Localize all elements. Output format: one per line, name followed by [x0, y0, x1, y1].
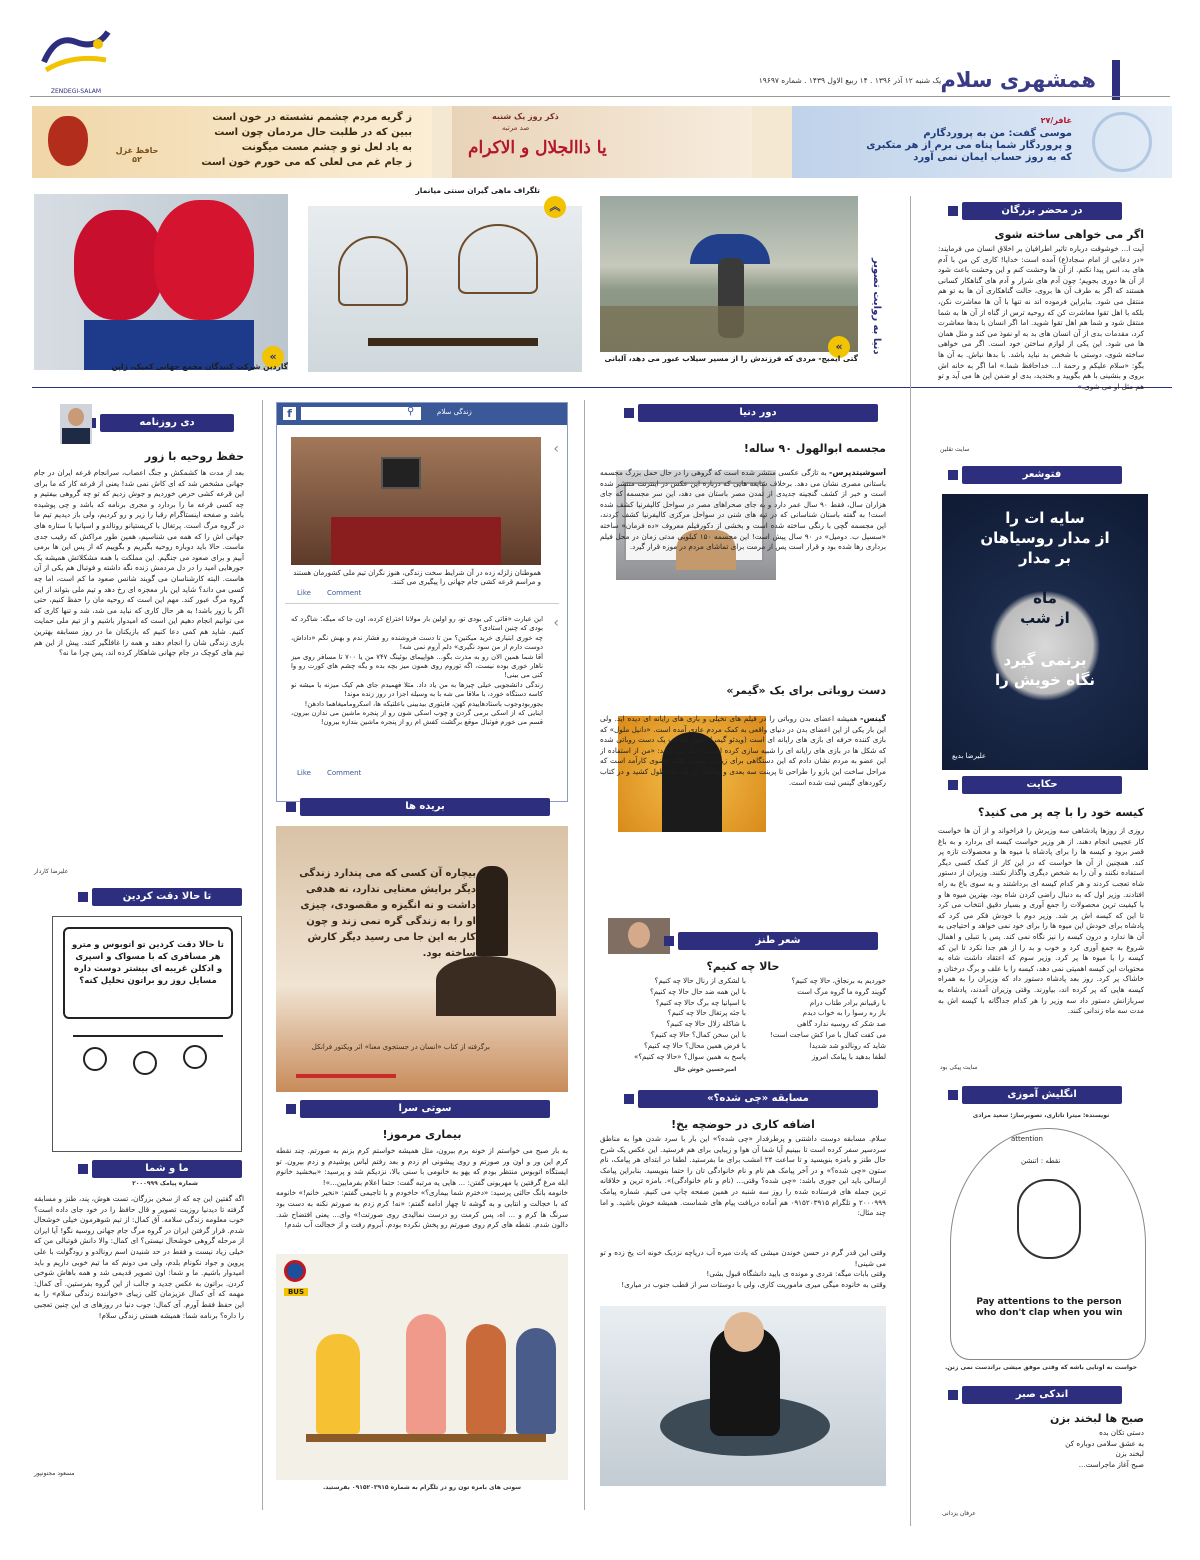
english-credit: نویسنده: میترا تاتاری، تصویرساز: سعید مرادی [972, 1112, 1110, 1119]
masthead [0, 0, 1200, 105]
donya-article1-body [600, 468, 886, 674]
header-border [30, 96, 1170, 97]
fotoshe-line-7: نگاه خویش را [994, 671, 1096, 689]
donya-article2-text: همیشه اعضای بدن روباتی را در فیلم های تخیلی و بازی های رایانه ای دیده اید. ولی این بار یکی از این اعضای بدن در دنیای واقعی به کمک مردم عادی آمده است. «دانیل ملول» که بازی کننده حرفه ای بازی های رایانه ای است (ویدئو گیمر) اکنون صاحب یک دست روباتی شده که شکل ها در بازی های رایانه ای را شبیه سازی کرده است. دانیل می گوید: «من از استفاده از این عضو به مردم نشان دادم که این دستگاهی برای زیبایی نیست، بلکه عضوی کارآمد است که مراحل ساخت این بازو را طراحی تا پرینت سه بعدی و ساخت آن یک ماه طول کشید و در کتاب رکوردهای گینس ثبت شده است. [600, 714, 886, 787]
fb-search-input[interactable] [301, 407, 421, 420]
english-translation: حواست به اونایی باشه که وقتی موفق میشی براتدست نمی زنن. [944, 1364, 1138, 1371]
section-header-mashoma: ما و شما [92, 1160, 242, 1178]
tanz-poet: امیرحسین خوش حال [673, 1066, 737, 1073]
tanz-r-7: شاید که رونالدو شد شدیدا [809, 1041, 886, 1050]
section-header-hekayat: حکایت [962, 776, 1122, 794]
hafez-poem [172, 110, 412, 170]
tanz-l-5: با شاکله زلال حالا چه کنیم؟ [666, 1020, 746, 1029]
silhouette-figure [476, 866, 508, 956]
bus-passengers-sketch [73, 1035, 223, 1135]
donya-article1-lead: آسوشیتدپرس- [829, 468, 886, 477]
sootesara-footer: سوتی های بامزه تون رو در تلگرام به شماره ۰۹۱۵۲۰۳۹۱۵ بفرستید. [322, 1484, 522, 1491]
tanz-r-8: لطفا بدهید با پیامک امروز [811, 1052, 886, 1061]
rock-shape [436, 956, 556, 1016]
clap-figure [1017, 1179, 1081, 1259]
fotoshe-poem [942, 508, 1148, 690]
page-title: همشهری سلام [940, 68, 1096, 92]
sabr-poet: عرفان یزدانی [942, 1510, 976, 1517]
logo-mark-icon [36, 24, 116, 84]
photo-flood [600, 196, 858, 352]
tanz-l-3: با اسپانیا چه برگ حالا چه کنیم؟ [655, 998, 746, 1007]
author-photo [60, 404, 92, 444]
photo-spiderman-caption: گاردین شرکت کنندگان مجمع جهانی کمیک، ژاپن [111, 362, 288, 371]
banner-hafez [32, 106, 432, 178]
tanz-poem-right [752, 976, 886, 1062]
zikr-count: صد مرتبه [502, 124, 530, 132]
fotoshe-line-3: بر مدار [1019, 549, 1071, 567]
fb-like-1[interactable]: Like [297, 589, 311, 597]
photo-section-label: دنیا به روایت تصویر [871, 258, 882, 355]
tanz-l-7: با فرض همین محال؟ حالا چه کنیم؟ [644, 1041, 746, 1050]
man-cartoon [316, 1334, 360, 1434]
mosabeghe-example-3: وقتی به خانوده میگی میری ماموریت کاری، ولی با دوستات سر از قطب جنوب در میاری! [621, 1279, 886, 1289]
logo [36, 24, 116, 100]
bus-label: BUS [284, 1288, 308, 1296]
section-header-tanz: شعر طنز [678, 932, 878, 950]
fb-search-icon[interactable]: ⚲ [407, 406, 415, 417]
passenger-head-3 [183, 1045, 207, 1069]
tanz-r-5: صد شکر که روسیه ندارد گاهی [797, 1020, 886, 1029]
mosabeghe-example-2: وقتی بابات میگه: مَردی و مونده ی بایید دانشگاه قبول بشی! [706, 1269, 886, 1279]
expand-icon[interactable]: » [828, 336, 850, 358]
hafez-line-1: ز گریه مردم چشمم نشسته در خون است [212, 112, 412, 123]
hafez-line-3: به یاد لعل تو و چشم مست میگونت [241, 142, 412, 153]
tanz-queiroz-photo [608, 918, 670, 954]
donya-left-divider [584, 400, 585, 1510]
fotoshe-line-1: سایه ات را [1005, 509, 1085, 527]
woman3-cartoon [516, 1328, 556, 1434]
fotoshe-line-4: ماه [1033, 589, 1057, 607]
fb-post1-chevron-icon[interactable]: › [553, 441, 559, 457]
section-header-fotoshe: فتوشعر [962, 466, 1122, 484]
tanz-l-8: پاسخ به همین سوال؟ «حالا چه کنیم؟» [634, 1052, 746, 1061]
photo-fishermen [308, 206, 582, 372]
bus-sign-icon [284, 1260, 306, 1282]
tanz-r-1: خوردیم به برنجاق، حالا چه کنیم؟ [791, 977, 886, 985]
fotoshe-line-2: از مدار روسیاهان [980, 529, 1110, 547]
fb-post2-line-3: آقا شما همین الان رو به مذرت بگو... هواپیمای بوئینگ ۷۴۷ من یا ۷۰۰ تا مسافر روی میز ناهار خوری بوده نیست، اگه توروم روی همون میز بچه بده و یگه چشم های کورت رو وا کنی می بینی! [291, 652, 543, 680]
mosabeghe-example-1: وقتی این قدر گرم در حسن خوندن میشی که یادت میره آب دریاچه نزدیک خونه ات یخ زده و تو می شینی! [600, 1248, 886, 1268]
sootesara-body [276, 1146, 568, 1246]
bench-shape [306, 1434, 546, 1442]
donya-article2-body [600, 714, 886, 896]
mashoma-sms: شماره پیامک ۲۰۰۰۹۹۹ [132, 1180, 198, 1187]
tanz-r-6: می کفت کمال با مرا کش ساجت است! [769, 1030, 886, 1039]
banner-quran [792, 106, 1172, 178]
fb-post1-caption: هموطنان زلزله زده در آن شرایط سخت زندگی، هنوز نگران تیم ملی کشورمان هستند و مراسم قرعه کشی جام جهانی را پیگیری می کنند. [293, 569, 541, 586]
hekayat-title: کیسه خود را با چه پر می کنید؟ [977, 806, 1144, 819]
tanz-l-1: با لشکری از رنال حالا چه کنیم؟ [654, 977, 746, 985]
logo-text: ZENDEGI-SALAM [50, 88, 102, 95]
donya-article1-text: به تازگی عکسی منتشر شده است که گروهی را در حال حمل بزرگ مجسمه باستانی مصری نشان می دهد. برخلاف شایعه هایی که درباره این عکس در اینترنت منتشر شده است و خبر از کشف گنجینه جدیدی از تمدن مصر باستان می دهد، این سر مجسمه که جای هزاران سال، فقط ۹۰ سال عمر دارد و به جای صحراهای مصر در سواحل کالیفرنیا کشف شده است! به گفته باستان شناسانی که در تپه های شنی در سواحل مرکزی کالیفرنیا کشف کردند، این مجسمه گچی با رنگی ساخته شده است و بخشی از دکورفیلم معروف «ده فرمان» ساخته «سسیل ب. دومیل» در ۹۰ سال پیش است! این مجسمه ۱۵۰ کیلویی مدتی زمان در محل فیلم برداری رها شده بود و قرار است پس از مرمت برای تماشای مردم در موزه قرار گیرد. [600, 468, 886, 552]
passenger-head-1 [83, 1047, 107, 1071]
tanz-l-2: با این همه ضد حال حالا چه کنیم؟ [650, 987, 746, 996]
english-label-top: attention [1011, 1135, 1043, 1143]
daghat-line-2: هر مسافری که با مسواک و اسپری [75, 952, 221, 962]
fotoshe-image [942, 494, 1148, 770]
fb-post2-line-4: زندگی دانشجویی خیلی چیزها به من یاد داد. مثلا فهمیدم جای هم کیک میزنه یا میشه تو کاسه دستگاه خورد، با ملاقا می شه با به وسیله اجزا در روز زنده موند! [291, 680, 543, 699]
section-header-english: انگلیش آموزی [962, 1086, 1122, 1104]
photo-spiderman [34, 194, 288, 370]
author-head [68, 408, 84, 426]
pencil-icon [296, 1074, 396, 1078]
section-header-donya: دور دنیا [638, 404, 878, 422]
mosabeghe-ice-photo [600, 1306, 886, 1486]
water-shape [600, 306, 858, 352]
man-head-shape [724, 1312, 764, 1352]
sootesara-para-2: خانومه بانگ حالتی پرسید: «دخترم شما بیماری؟» حاخودم و با تاجیمی گفتم: «نخیر خانم!» خانومه که با خجالت و انتایی و به گوشه تا چهار ادامه گفتم: «نه! کرم زدم به صورتم نکنه به دست بود سرنگ ها کرم و ... اه، پس کرمت رو درست نمالیدی روی صورتت!» وای... یعنی افتضاح شد. دالون شدم. نقطه های کرم روی صورتم رو پخش نکرده بودم. آبروم رفت و از خجالت آب شدم! [276, 1188, 568, 1230]
english-phrase: Pay attentions to the person who don't clap when you win [975, 1297, 1123, 1318]
sabr-lines [938, 1428, 1144, 1488]
fotoshe-line-5: از شب [1020, 609, 1070, 627]
collapse-icon[interactable]: ︽ [544, 196, 566, 218]
fb-post2-chevron-icon[interactable]: › [553, 615, 559, 631]
woman1-cartoon [406, 1314, 446, 1434]
section-header-sootesara: سوتی سرا [300, 1100, 550, 1118]
hekayat-source: سایت پیکی بود [940, 1064, 978, 1071]
facebook-widget [276, 402, 568, 802]
donya-article2-title: دست روباتی برای یک «گیمر» [726, 684, 886, 697]
sabr-title: صبح ها لبخند بزن [1049, 1412, 1144, 1425]
fb-post2-line-1: این عبارت «قاتی کی بودی تو، رو اولین بار مولانا اختراع کرده، اون جا که میگه: شاگرد که بودی که چنین استادی؟ [291, 615, 543, 633]
passenger-head-2 [133, 1051, 157, 1075]
queiroz-head [628, 922, 650, 948]
banner-quran-text [802, 128, 1072, 164]
boat-shape [368, 338, 538, 346]
sootesara-title: بیماری مرموز! [382, 1128, 462, 1141]
sabr-line-4: صبح آغاز ماجراست... [1078, 1459, 1144, 1469]
fb-divider [285, 603, 559, 604]
right-col-divider [910, 196, 911, 1526]
spiderman-right [154, 200, 254, 320]
woman2-cartoon [466, 1324, 506, 1434]
boride-quote: بیچاره آن کسی که می پندارد زندگی دیگر برایش معنایی ندارد، نه هدفی داشت و نه انگیزه و مقصودی، چیزی او را به زندگی گره نمی زند و چون کار به این جا می رسید دیگر کارش ساخته بود. [299, 868, 476, 959]
sabr-line-2: به عشق سلامی دوباره کن [1065, 1438, 1144, 1448]
daghat-cartoon [52, 916, 242, 1152]
tanz-r-2: گویند گروه ما گروه مرگ است [797, 987, 886, 996]
tanz-l-6: با این سخن کمال؟ حالا چه کنیم؟ [650, 1030, 746, 1039]
fotoshe-poet: علیرضا بدیع [952, 752, 987, 760]
fb-post2-line-2: چه خوری ابتیاری خرید میکنین؟ من تا دست فروشنده رو فشار ندم و بهش نگم «داداش، دوست دارم از من سود نگیری» دلم آروم نمی شه! [291, 633, 543, 652]
tanz-poem-left [600, 976, 746, 1062]
tanz-title: حالا چه کنیم؟ [706, 960, 780, 973]
fb-post2-line-6: اینایی که از اسکی برمی گردن و چوب اسکی شون رو از پنجره ماشین می ندازن بیرون، قسم می خورم فوتبال موقع برگشت کفش ام رو از پنجره ماشین بندازه بیرون! [291, 709, 543, 727]
spiderman-left [74, 210, 164, 320]
tanz-r-4: باز ره رسوا را به خواب دیدم [802, 1009, 886, 1018]
sootesara-para-1: به بار صبح می خواستم از خونه برم بیرون، مثل همیشه خواستم کرم بزنم به صورتم. چند نقطه کرم این ور و اون ور صورتم و روی پیشونی ام زدم و بعد رفتم لباس پوشیدم و زدم بیرون. تو ایستگاه اتوبوس منتظر بودم که یهو به خانومی با سنی بالا، نزدیکم شد و پرسید: «ببخشید خانوم ابله مرغ گرفتین یا مهربونی گفتن: ... هایی یه مرتبه گفت: حتما اعلام بفرمایین...»! [276, 1146, 568, 1187]
fb-post2-lines [291, 615, 543, 767]
fb-like-2[interactable]: Like [297, 769, 311, 777]
mashoma-author: مسعود مجنونپور [34, 1470, 75, 1477]
photo-fishermen-caption: تلگراف ماهی گیران سنتی میانمار [415, 186, 540, 195]
fb-comment-1[interactable]: Comment [327, 589, 362, 597]
mid-left-divider [262, 400, 263, 1510]
banner-strip [32, 106, 1172, 178]
bozorgan-body: آیت ا... خوشوقت درباره تاثیر اطرافیان بر اخلاق انسان می فرمایند: «در دعایی از امام سجاد(ع) آمده است: خدایا! کاری کن من با آدم های بد، انس پیدا نکنم. از آن ها وحشت کنم و این وحشت باعث شود از آن ها دوری بجویم؛ چون آدم های شرار و آدم های گناهکار کسانی هستند که اگر به طرف آن ها بروی، حالت گناهکاری آن ها به تو هم منتقل می شود. بنابراین فرموده اند نه تنها با آن ها معاشرت نکن، بلکه با اهل تقوا معاشرت کن که روحیه ترس از گناه از آن ها به شما منتقل شود و شما هم اهل تقوا شوید. اما اگر انسان با بدها معاشرت کرد، مقدمات بدی از آن انسان های بد به او نفوذ می کند و مثل همان ها می شود. این یکی از لوازم ساختن خود است. اگر می خواهی ساخته شوی، دوستی با شخص بد نباید باشد. با بدها نباش. به آن ها بگو: «سلام علیکم و رحمة ا... خداحافظ شما.» اما اگر به خانه اش بروی و بنشینی با هم بگویید و بخندید، بدی او ضمن این ها می آید و تو هم مثل او می شوی.» [938, 244, 1144, 391]
author-suit [62, 428, 90, 444]
carpet-shape [331, 517, 501, 565]
sootesara-cartoon [276, 1254, 568, 1480]
fb-title: زندگی سلام [437, 408, 472, 416]
bozorgan-source: سایت تقلین [940, 446, 970, 453]
sabr-line-1: دستی تکان بده [1099, 1428, 1144, 1437]
quran-line-1: موسی گفت: من به پروردگارم [923, 128, 1072, 139]
sabr-line-3: لبخند بزن [1115, 1449, 1144, 1459]
daghat-line-1: تا حالا دقت کردین تو اتوبوس و مترو [72, 940, 224, 950]
tv-shape [381, 457, 421, 489]
zikr-text: یا ذاالجلال و الاکرام [468, 138, 607, 158]
fb-logo-icon: f [283, 407, 296, 420]
mosabeghe-title: اضافه کاری در حوضچه یخ! [671, 1118, 815, 1131]
title-bar [1112, 60, 1120, 100]
rooznameh-author: علیرضا کاردار [34, 868, 69, 875]
rooznameh-title: حفظ روحیه با زور [144, 450, 244, 463]
fotoshe-line-6: برنمی گیرد [1003, 651, 1087, 669]
english-label-mid: نقطه : اتنشن [1021, 1157, 1061, 1165]
english-illustration [950, 1128, 1146, 1360]
date-line: یک شنبه ۱۲ آذر ۱۳۹۶ . ۱۴ ربیع الاول ۱۴۳۹ . شماره ۱۹۶۹۷ [758, 76, 942, 85]
section-header-bozorgan: در محضر بزرگان [962, 202, 1122, 220]
net-left-shape [338, 236, 408, 306]
section-header-boride: بریده ها [300, 798, 550, 816]
zikr-label: ذکر روز یک شنبه [492, 112, 559, 121]
hafez-source: حافظ غزل ۵۲ [115, 146, 159, 164]
expand-icon-2[interactable]: » [262, 346, 284, 368]
donya-article1-title: مجسمه ابوالهول ۹۰ ساله! [743, 442, 886, 455]
rooznameh-body: بعد از مدت ها کشمکش و جنگ اعصاب، سرانجام قرعه ایران در جام جهانی مشخص شد که ای کاش نمی شد! یعنی از قرعه کار که ما برای این قرعه کشی حرص خوردیم و جوش زدیم که تو چه گروهی بیفتیم و چه کسی قرعه ما را بردارد و مجری برنامه که باشد و چی پوشیده باشد و صفحه اینستاگرام رقبا را زیر و رو کردیم، ولی باز دیدیم تیم ما در گروه مرگ است. پرتغال با کریستیانو رونالدو و اسپانیا با ستاره های جهانی اش را که همه می شناسیم، همین طور مراکش که رقیب جدی ماست. حالا باید دوباره روحیه بگیریم و بگوییم که از پس این ها برمی آییم و برای صعود می جنگیم. این مملکت با همه مشکلاتش همیشه یک جورهایی امید را در دل مردمش زنده نگه داشته و فوتبال هم یکی از آن هاست. البته کارشناسان می گویند شانس صعود ما کم است، اما چه کسی می داند؟ شاید این بار معجزه ای رخ دهد و تیم ملی بتواند از این گروه مرگ عبور کند. مهم این است که روحیه مان را حفظ کنیم، حتی اگر با زور باشد! به هر حال کاری که نباید می شد، شد و تنها کاری که می توانیم انجام دهیم این است که امیدوار باشیم و از تیم ملی حمایت کنیم. شاید هم کمی دعا کنیم که بازیکنان ما در روز مسابقه بهترین بازی زندگی شان را انجام دهند و همه را غافلگیر کنند. پیش از این هم تیم های کوچک در جام جهانی شاهکار کرده اند، پس چرا ما نه؟ [34, 468, 244, 658]
photo-flood-caption: گتی ایمیج- مردی که فرزندش را از مسیر سیلاب عبور می دهد، آلبانی [604, 354, 858, 363]
hafez-line-4: ز جام غم می لعلی که می خورم خون است [201, 157, 412, 168]
fb-topbar [277, 403, 567, 425]
boride-source: برگرفته از کتاب «انسان در جستجوی معنا» اثر ویکتور فرانکل [311, 1043, 490, 1051]
mosabeghe-examples [600, 1248, 886, 1298]
daghat-bubble [63, 927, 233, 1019]
mashoma-body: اگه گفتین این چه که از سخن بزرگان، تست هوش، پند، طنز و مسابقه گرفته تا دیدنیا روزیت تصویر و قال حافظ را در خود جای داده است؟ خوب معلومه زندگی سلامه. آق کمال: از تیم شوهرمون خیلی خوشحال شدم. قرار گرفتن ایران در گروه مرگ جام جهانی روسیه نگو! آیا ایران از مرحله گروهی خوشحال نیستی؟ ای کمال: والا دانش فوتبالی من که خیلی زیاد نیست و فقط در حد شنیدن اسم رونالدو و رودگولت با علی پروین و جواد نکونام بلدم، ولی می دونم که ما تیم خوبی داریم و باید امیدوار باشیم. ما و شما: اون تصویر قدیمی شد و همه باهاش شوخی کردن. براتون به عکس جدید و جالب از این گروه بفرستین. آی کمال: مهمه که آی کمال عزیزمان کلی زیبای «خواننده زندگی سلام» را به این حفظ فقط آورم. آی کمال: جوب دنیا در روزهای ی این چنین تعجبی را داره؟ برنامه شما: همیشه هستی زندگی سلام! [34, 1194, 244, 1320]
quran-line-2: و پروردگار شما پناه می برم از هر متکبری [866, 140, 1072, 151]
tanz-l-4: با جثه پرتغال حالا چه کنیم؟ [667, 1009, 746, 1018]
boride-image [276, 826, 568, 1092]
net-right-shape [458, 224, 538, 294]
section-header-sabr: اندکی صبر [962, 1386, 1122, 1404]
hafez-line-2: ببین که در طلبت حال مردمان چون است [214, 127, 412, 138]
hekayat-body: روزی از روزها پادشاهی سه وزیرش را فراخواند و از آن ها خواست کار عجیبی انجام دهند. از هر وزیر خواست کیسه ای بردارد و به باغ قصر برود و کیسه ها را برای پادشاه با میوه ها و محصولات تازه پر کند. همچنین از آن ها خواست که در این کار از کمک کسی دیگر استفاده نکنند و آن را به شخص دیگری واگذار نکنند. وزیران از دستور شاه تعجب کردند و هر کدام کیسه ای برداشتند و به سوی باغ به راه افتادند. وزیر اول که به دنبال راضی کردن شاه بود، بهترین میوه ها و با کیفیت ترین محصولات را جمع آوری و بسیار دقیق انتخاب می کرد تا این که کیسه اش پر شد. وزیر دوم با خودش فکر می کرد که پادشاه برای خودش این میوه ها را برای خود نمی خواهد و احتیاجی به آن ها ندارد و درون کیسه را نیز نگاه نمی کند. پس با تنبلی و اهمال شروع به جمع آوری کرد و خوب و بد را از هم جدا نکرد تا این که کیسه را با میوه ها پر کرد. وزیر سوم که اعتقاد داشت شاه به محتویات این کیسه اهمیتی نمی دهد، کیسه را با علف و برگ درختان و خاشاک پر کرد. روز بعد پادشاه دستور داد که وزیران را به همراه کیسه هایی که پر کرده اند، بیاورند. وقتی وزیران آمدند، پادشاه به سربازانش دستور داد سه وزیر را هر کدام جداگانه با کیسه اش به مدت سه ماه زندانی کنند. [938, 826, 1144, 1016]
banner-quran-deco [1092, 112, 1152, 172]
fb-post2-line-5: بجوربودوجوب باستادهاییدم کهن، فایتوری بیدبینی باعلتیکه ها، اسکرومامیغاهما دادهن! [304, 699, 543, 708]
fb-comment-2[interactable]: Comment [327, 769, 362, 777]
fb-post1-photo [291, 437, 541, 565]
tanz-r-3: با رقیبانم برادر طناب درام [809, 998, 886, 1007]
quran-line-3: که به روز حساب ایمان نمی آورد [913, 152, 1072, 163]
bozorgan-title: اگر می خواهی ساخته شوی [994, 228, 1144, 241]
mosabeghe-body: سلام. مسابقه دوست داشتنی و پرطرفدار «چی شده؟» این بار با سرد شدن هوا به مناطق سردسیر سفر کرده است تا ببینیم آیا شما آن هوا و زیبایی برای هم فرستید. این عکس یک شرح حال طنز و بامزه بنویسید و تا ساعت ۲۴ امشب برای ما بفرستید. لطفا در ابتدای هر پیامک، نام ستون «چی شده؟» و در آخر پیامک هم نام و نام خانوادگی تان را حتما بنویسید. بنابراین پیامک ارسالی باید این جوری باشد: «چی شده؟ وقتی... (نام و نام خانوادگی)». بامزه ترین و خلاقانه ترین جمله های فرستاده شده را روز سه شنبه در همین صفحه چاپ می کنیم. شماره پیامک ۲۰۰۰۹۹۹ و تلگرام ۰۹۱۵۲۰۳۹۱۵ هم آماده دریافت پیام های شماست. همیشه خوش باشید. و اما چند مثال: [600, 1134, 886, 1218]
banner-zikr [452, 106, 752, 178]
section-header-daghat: تا حالا دقت کردین [92, 888, 242, 906]
banner-quran-ref: غافر/۲۷ [1040, 116, 1072, 125]
pomegranate-icon [48, 116, 88, 166]
section-header-mosabeghe: مسابقه «چی شده؟» [638, 1090, 878, 1108]
daghat-line-4: مسایل روز رو براتون تحلیل کنه؟ [79, 976, 217, 986]
section-header-rooznameh: دی روزنامه [100, 414, 234, 432]
donya-article2-lead: گینس- [860, 714, 886, 723]
daghat-line-3: و ادکلن غریبه ای بیشتر دوست داره [73, 964, 223, 974]
